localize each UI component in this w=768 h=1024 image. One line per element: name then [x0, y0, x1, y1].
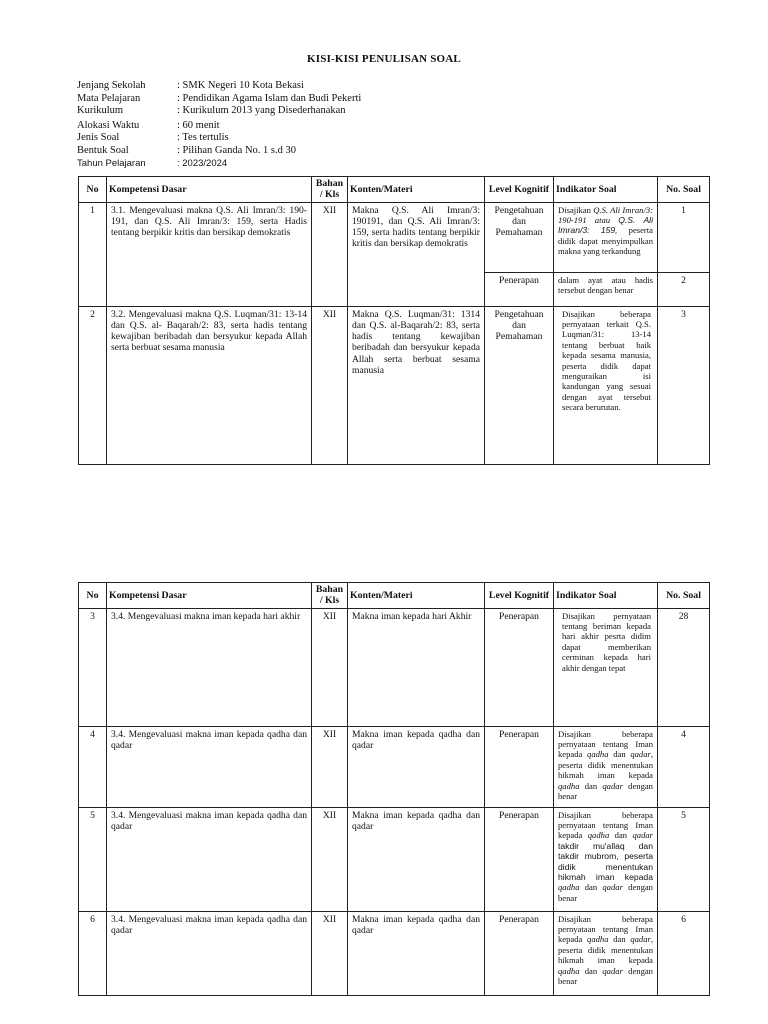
- info-key: Jenjang Sekolah: [77, 80, 146, 91]
- kisi-table-2: [78, 582, 710, 996]
- info-value: : SMK Negeri 10 Kota Bekasi: [177, 80, 304, 91]
- indikator-text: , peserta didik menentukan hikmah iman kepada: [558, 934, 654, 966]
- cell-kompetensi: 3.1. Mengevaluasi makna Q.S. Ali Imran/3: 190-191, dan Q.S. Ali Imran/3: 159, serta Hadis tentang berpikir kritis dan bersikap demokratis: [107, 202, 312, 306]
- cell-level: Penerapan: [485, 272, 554, 306]
- indikator-term: qadha: [558, 780, 580, 791]
- cell-nosoal: 5: [658, 807, 710, 911]
- indikator-text: dengan benar: [558, 882, 653, 903]
- cell-konten: Makna iman kepada hari Akhir: [348, 608, 485, 726]
- info-row-jenjang: [77, 80, 361, 93]
- indikator-text: takdir mu'allaq dan takdir mubrom, peserta didik menentukan hikmah iman kepada: [558, 840, 653, 883]
- indikator-text: dan: [614, 830, 628, 841]
- table-header-row: [79, 583, 710, 609]
- info-row-bentuk: [77, 145, 361, 158]
- header-kompetensi: Kompetensi Dasar: [107, 583, 312, 609]
- indikator-term: qadha: [558, 965, 580, 976]
- header-indikator: Indikator Soal: [554, 177, 658, 203]
- cell-indikator: dalam ayat atau hadis tersebut dengan benar: [554, 272, 658, 306]
- cell-kls: XII: [312, 807, 348, 911]
- indikator-text: dan: [613, 934, 626, 945]
- indikator-term: qadar: [630, 749, 651, 760]
- info-key: Mata Pelajaran: [77, 92, 141, 104]
- cell-kls: XII: [312, 202, 348, 306]
- header-no: No: [79, 177, 107, 203]
- indikator-term: qadha: [587, 934, 609, 945]
- indikator-text: Disajikan beberapa pernyataan tentang Iman kepada: [558, 809, 653, 841]
- header-kompetensi: Kompetensi Dasar: [107, 177, 312, 203]
- cell-nosoal: 1: [658, 202, 710, 272]
- indikator-text: dengan benar: [558, 965, 653, 987]
- indikator-term: qadha: [587, 830, 610, 841]
- table-row: [79, 807, 710, 911]
- cell-indikator: [554, 911, 658, 995]
- document-info: [77, 80, 361, 170]
- info-row-mapel: [77, 93, 361, 106]
- indikator-term: qadar: [602, 965, 623, 976]
- cell-kls: XII: [312, 726, 348, 807]
- table-row: [79, 911, 710, 995]
- table-row: [79, 306, 710, 464]
- cell-indikator: Disajikan pernyataan tentang beriman kepada hari akhir pesrta didim dapat memberikan cerminan kepada hari akhir dengan tepat: [554, 608, 658, 726]
- header-bahan: Bahan / Kls: [312, 583, 348, 609]
- indikator-text: Disajikan beberapa pernyataan tentang Iman kepada: [558, 728, 653, 760]
- cell-kompetensi: 3.4. Mengevaluasi makna iman kepada hari akhir: [107, 608, 312, 726]
- cell-nosoal: 28: [658, 608, 710, 726]
- header-level: Level Kognitif: [485, 583, 554, 609]
- indikator-term: qadar: [630, 934, 651, 945]
- cell-konten: Makna iman kepada qadha dan qadar: [348, 807, 485, 911]
- info-row-alokasi: [77, 120, 361, 133]
- table-header-row: [79, 177, 710, 203]
- header-konten: Konten/Materi: [348, 177, 485, 203]
- cell-indikator: [554, 726, 658, 807]
- indikator-text: dan: [584, 965, 598, 976]
- table-row: [79, 608, 710, 726]
- cell-kompetensi: 3.4. Mengevaluasi makna iman kepada qadha dan qadar: [107, 911, 312, 995]
- cell-no: 6: [79, 911, 107, 995]
- info-key: Jenis Soal: [77, 132, 120, 144]
- info-key: Alokasi Waktu: [77, 119, 140, 131]
- cell-indikator: Disajikan beberapa pernyataan terkait Q.S. Luqman/31: 13-14 tentang berbuat baik kepada sesama manusia, peserta didik dapat menguraikan isi kandungan yang sesuai dengan ayat tersebut secara berurutan.: [554, 306, 658, 464]
- indikator-term: qadha: [587, 749, 609, 760]
- indikator-text: Disajikan: [558, 204, 591, 215]
- header-no: No: [79, 583, 107, 609]
- cell-level: Pengetahuan dan Pemahaman: [485, 306, 554, 464]
- indikator-term: qadar: [602, 780, 623, 791]
- info-value: : 60 menit: [177, 119, 220, 131]
- cell-kompetensi: 3.4. Mengevaluasi makna iman kepada qadha dan qadar: [107, 726, 312, 807]
- indikator-text: dan: [584, 780, 598, 791]
- cell-level: Penerapan: [485, 726, 554, 807]
- info-value: : 2023/2024: [177, 157, 228, 169]
- cell-level: Penerapan: [485, 608, 554, 726]
- header-indikator: Indikator Soal: [554, 583, 658, 609]
- header-nosoal: No. Soal: [658, 583, 710, 609]
- indikator-text: dengan benar: [558, 780, 653, 802]
- indikator-term: qadar: [632, 830, 654, 841]
- info-row-tahun: [77, 158, 361, 171]
- cell-kls: XII: [312, 306, 348, 464]
- cell-kompetensi: 3.2. Mengevaluasi makna Q.S. Luqman/31: 13-14 dan Q.S. al- Baqarah/2: 83, serta hadis tentang kewajiban beribadah dan bersyukur kepada Allah serta berbuat sesama manusia: [107, 306, 312, 464]
- cell-kls: XII: [312, 911, 348, 995]
- cell-kls: XII: [312, 608, 348, 726]
- cell-no: 3: [79, 608, 107, 726]
- cell-nosoal: 2: [658, 272, 710, 306]
- indikator-term: qadar: [602, 882, 623, 893]
- info-value: : Pendidikan Agama Islam dan Budi Pekerti: [177, 92, 362, 104]
- table-row: [79, 202, 710, 272]
- info-row-kurikulum: [77, 105, 361, 118]
- indikator-term: qadha: [558, 882, 580, 893]
- cell-no: 1: [79, 202, 107, 306]
- cell-level: Penerapan: [485, 911, 554, 995]
- cell-no: 4: [79, 726, 107, 807]
- kisi-table-1: [78, 176, 710, 465]
- indikator-text: peserta didik dapat menyimpulkan makna yang terkandung: [558, 225, 653, 257]
- cell-konten: Makna iman kepada qadha dan qadar: [348, 726, 485, 807]
- cell-nosoal: 3: [658, 306, 710, 464]
- header-bahan: Bahan / Kls: [312, 177, 348, 203]
- cell-kompetensi: 3.4. Mengevaluasi makna iman kepada qadha dan qadar: [107, 807, 312, 911]
- info-key: Bentuk Soal: [77, 144, 129, 156]
- cell-level: Penerapan: [485, 807, 554, 911]
- cell-no: 2: [79, 306, 107, 464]
- info-value: : Pilihan Ganda No. 1 s.d 30: [177, 144, 296, 156]
- header-level: Level Kognitif: [485, 177, 554, 203]
- info-value: : Kurikulum 2013 yang Disederhanakan: [177, 105, 346, 117]
- cell-level: Pengetahuan dan Pemahaman: [485, 202, 554, 272]
- document-title: KISI-KISI PENULISAN SOAL: [307, 53, 461, 65]
- cell-no: 5: [79, 807, 107, 911]
- indikator-text: dan: [584, 882, 598, 893]
- indikator-text: , peserta didik menentukan hikmah iman kepada: [558, 749, 654, 781]
- header-nosoal: No. Soal: [658, 177, 710, 203]
- indikator-text: dan: [613, 749, 626, 760]
- indikator-ref: Q.S. Ali Imran/3: 159,: [558, 215, 653, 236]
- info-value: : Tes tertulis: [177, 132, 229, 144]
- indikator-ref: Q.S. Ali Imran/3: 190-191 atau: [558, 204, 653, 225]
- cell-indikator: [554, 807, 658, 911]
- cell-nosoal: 6: [658, 911, 710, 995]
- info-row-jenis: [77, 132, 361, 145]
- indikator-text: Disajikan beberapa pernyataan tentang Iman kepada: [558, 913, 653, 945]
- cell-indikator: [554, 202, 658, 272]
- cell-konten: Makna iman kepada qadha dan qadar: [348, 911, 485, 995]
- cell-konten: Makna Q.S. Luqman/31: 1314 dan Q.S. al-Baqarah/2: 83, serta hadis tentang kewajiban beribadah dan bersyukur kepada Allah serta berbuat sesama manusia: [348, 306, 485, 464]
- table-row: [79, 726, 710, 807]
- info-key: Tahun Pelajaran: [77, 157, 146, 169]
- cell-konten: Makna Q.S. Ali Imran/3: 190191, dan Q.S. Ali Imran/3: 159, serta hadits tentang berpikir kritis dan bersikap demokratis: [348, 202, 485, 306]
- info-key: Kurikulum: [77, 105, 124, 117]
- cell-nosoal: 4: [658, 726, 710, 807]
- header-konten: Konten/Materi: [348, 583, 485, 609]
